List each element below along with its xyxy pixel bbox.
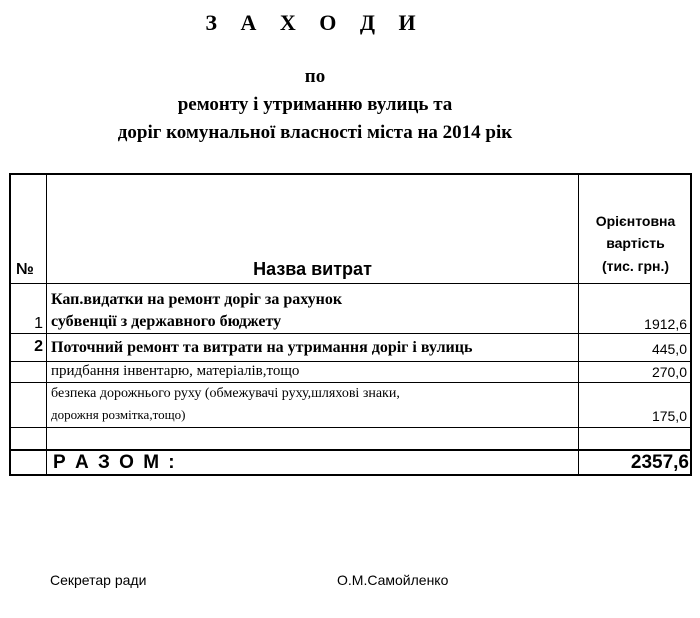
total-row-divider [11, 449, 690, 451]
subtitle-line-1: по [304, 66, 326, 87]
row-1-name-line-1: Кап.видатки на ремонт доріг за рахунок [51, 291, 343, 308]
row-4-name-line-1: безпека дорожнього руху (обмежувачі руху,шляхові знаки, [51, 386, 400, 401]
row-divider [11, 333, 690, 334]
row-divider [11, 427, 690, 428]
row-divider [11, 283, 690, 284]
row-2-name: Поточний ремонт та витрати на утримання доріг і вулиць [51, 339, 473, 356]
row-1-number: 1 [34, 315, 43, 332]
footer-position: Секретар ради [50, 572, 147, 588]
row-2-value: 445,0 [651, 341, 687, 357]
row-1-value: 1912,6 [644, 316, 687, 332]
column-divider-number [46, 175, 47, 474]
total-label: Р А З О М : [53, 452, 177, 473]
header-cost-line-1: Орієнтовна [595, 213, 676, 229]
row-divider [11, 361, 690, 362]
total-value: 2357,6 [630, 452, 689, 473]
row-2-number: 2 [34, 338, 43, 355]
row-1-name-line-2: субвенції з державного бюджету [51, 313, 282, 330]
header-name: Назва витрат [253, 259, 372, 279]
expenses-table [9, 173, 692, 476]
footer-name: О.М.Самойленко [337, 572, 449, 588]
row-divider [11, 382, 690, 383]
subtitle-line-2: ремонту і утриманню вулиць та [177, 94, 453, 115]
header-cost-line-2: вартість [606, 235, 665, 251]
row-3-name: придбання інвентарю, матеріалів,тощо [51, 363, 300, 379]
document-title: З А Х О Д И [205, 10, 425, 35]
subtitle-line-3: доріг комунальної власності міста на 2014 рік [117, 122, 513, 143]
row-4-value: 175,0 [651, 408, 687, 424]
row-4-name-line-2: дорожня розмітка,тощо) [51, 407, 186, 422]
header-cost-line-3: (тис. грн.) [601, 258, 670, 274]
row-3-value: 270,0 [651, 364, 687, 380]
header-number: № [16, 261, 34, 278]
